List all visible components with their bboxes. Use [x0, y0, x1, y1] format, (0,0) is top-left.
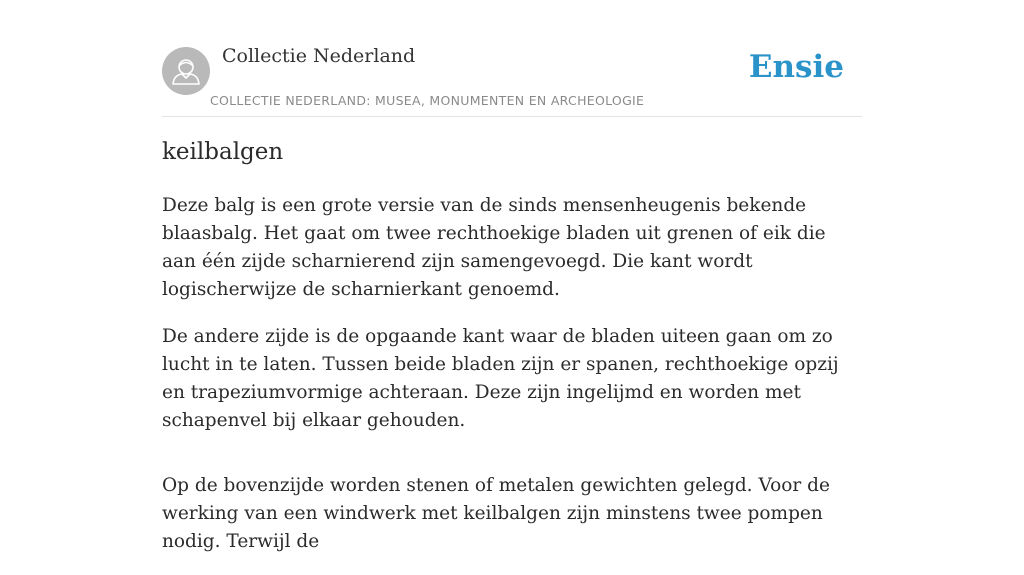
- brand-logo[interactable]: Ensie: [748, 49, 844, 85]
- author-name[interactable]: Collectie Nederland: [222, 45, 416, 67]
- user-icon: [162, 47, 210, 95]
- paragraph: Op de bovenzijde worden stenen of metalen gewichten gelegd. Voor de werking van een windwerk met keilbalgen zijn minstens twee pompen nodig. Terwijl de: [162, 475, 830, 552]
- article-body: [162, 192, 862, 575]
- paragraph: De andere zijde is de opgaande kant waar de bladen uiteen gaan om zo lucht in te laten. Tussen beide bladen zijn er spanen, rechthoekige opzij en trapeziumvormige achteraan. Deze zijn ingelijmd en worden met schapenvel bij elkaar gehouden.: [162, 326, 839, 431]
- article-page: [162, 0, 862, 552]
- paragraph: Deze balg is een grote versie van de sinds mensenheugenis bekende blaasbalg. Het gaat om twee rechthoekige bladen uit grenen of eik die aan één zijde scharnierend zijn samengevoegd. Die kant wordt logischerwijze de scharnierkant genoemd.: [162, 195, 826, 300]
- source-label[interactable]: COLLECTIE NEDERLAND: MUSEA, MONUMENTEN EN ARCHEOLOGIE: [210, 93, 645, 108]
- author-avatar[interactable]: [162, 47, 210, 95]
- article-title: keilbalgen: [162, 139, 284, 165]
- article-header: [162, 0, 862, 117]
